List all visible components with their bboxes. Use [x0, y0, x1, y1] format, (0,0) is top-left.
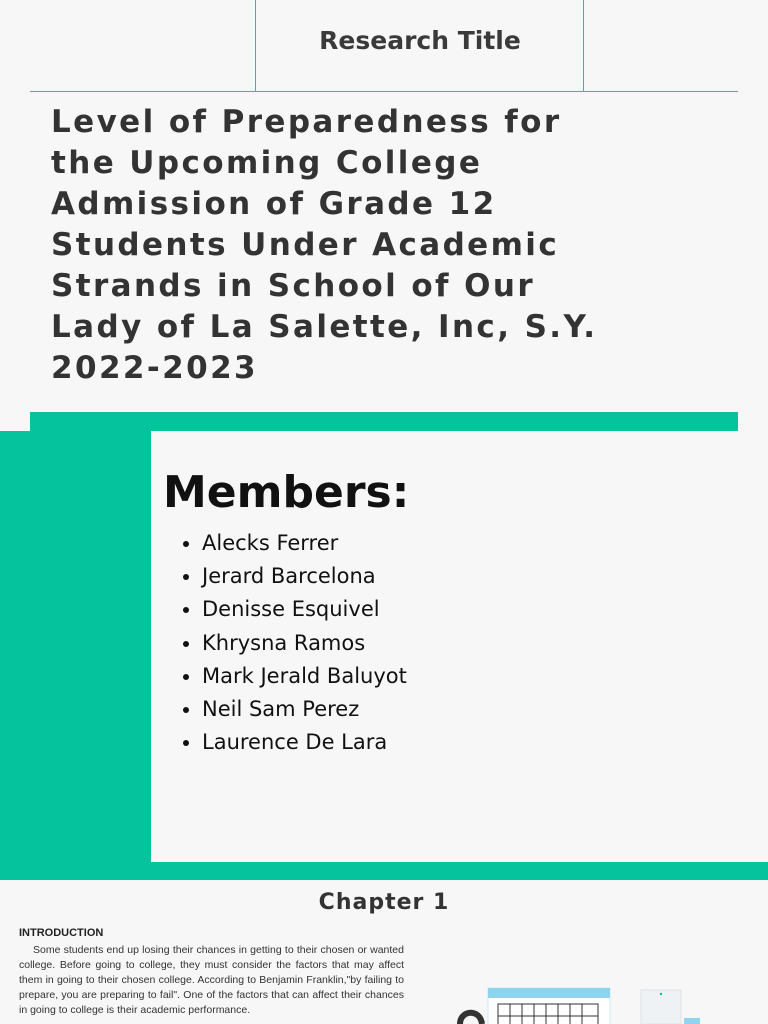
- introduction-paragraph: Some students end up losing their chances in getting to their chosen or wanted college. Before going to college, they must consider the factors that may affect them in going to their chosen college. According to Benjamin Franklin,"by failing to prepare, you are preparing to fail". One of the factors that can affect their chances in going to college is their academic performance.: [19, 944, 404, 1016]
- chapter-heading: Chapter 1: [318, 890, 450, 915]
- members-list: [185, 527, 407, 759]
- title-line: Level of Preparedness for: [51, 104, 562, 140]
- title-line: the Upcoming College: [51, 145, 483, 181]
- title-line: Lady of La Salette, Inc, S.Y.: [51, 309, 598, 345]
- member-item: • Alecks Ferrer: [202, 527, 407, 560]
- title-line: Students Under Academic: [51, 227, 560, 263]
- accent-bar-top: [30, 412, 738, 431]
- title-line: Admission of Grade 12: [51, 186, 497, 222]
- header-rule: [30, 91, 738, 92]
- accent-block-left: [0, 431, 151, 880]
- member-item: • Laurence De Lara: [202, 726, 407, 759]
- member-item: • Jerard Barcelona: [202, 560, 407, 593]
- title-line: 2022-2023: [51, 350, 259, 386]
- members-panel: [151, 431, 738, 862]
- research-title-label: Research Title: [319, 26, 521, 55]
- calendar-illustration-icon: [452, 984, 712, 1024]
- member-item: • Neil Sam Perez: [202, 693, 407, 726]
- member-item: • Denisse Esquivel: [202, 593, 407, 626]
- research-title: [51, 102, 621, 389]
- chapter-page: [0, 880, 768, 1024]
- members-heading: Members:: [163, 467, 410, 518]
- title-line: Strands in School of Our: [51, 268, 536, 304]
- accent-bar-bottom: [151, 862, 768, 880]
- introduction-heading: INTRODUCTION: [19, 927, 104, 939]
- member-item: • Khrysna Ramos: [202, 627, 407, 660]
- member-item: • Mark Jerald Baluyot: [202, 660, 407, 693]
